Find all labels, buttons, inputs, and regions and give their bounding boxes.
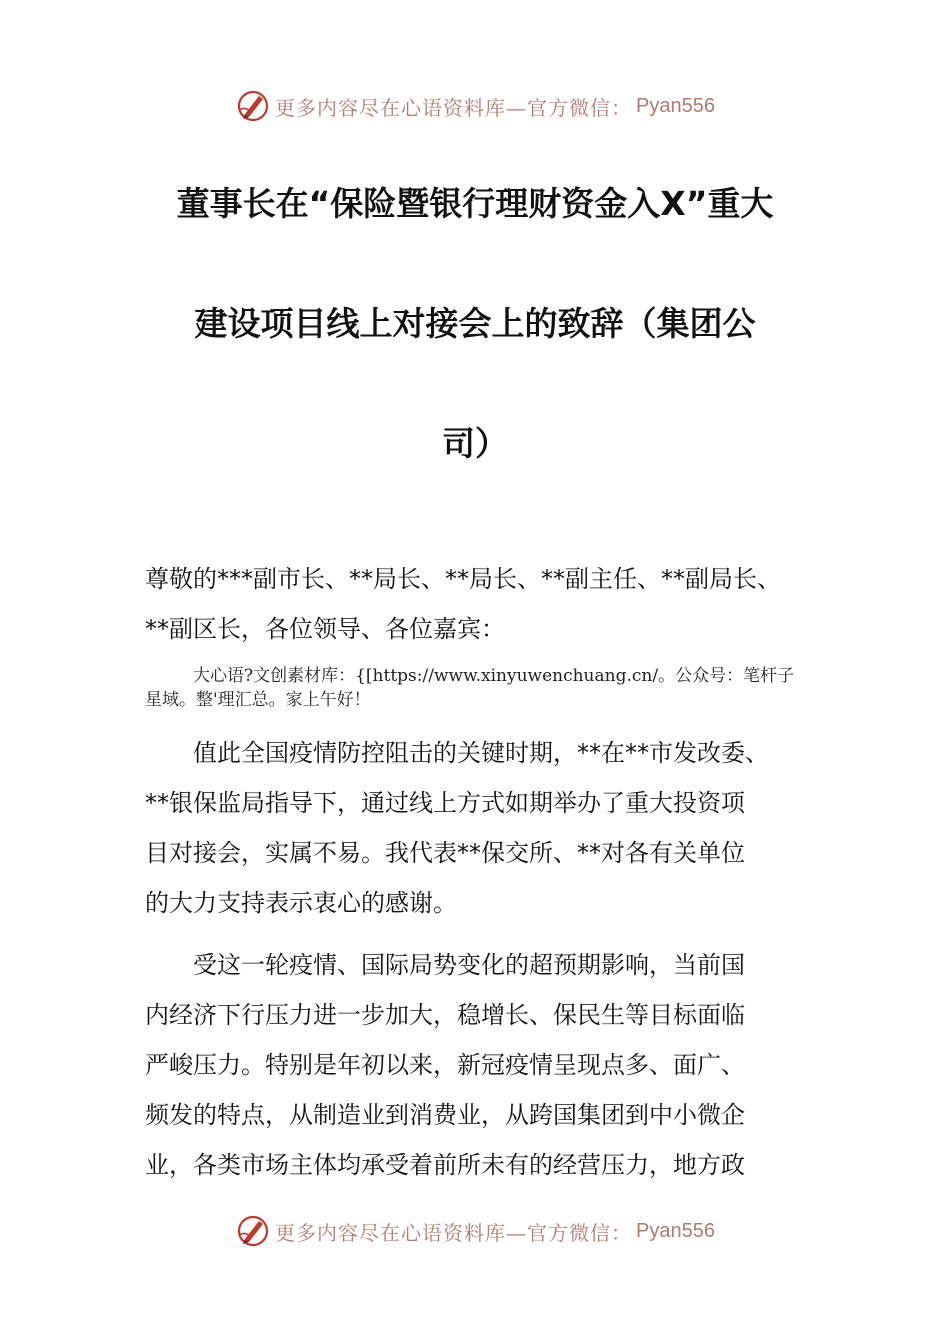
footer-banner bbox=[0, 1211, 950, 1251]
paragraph-line: 值此全国疫情防控阻击的关键时期，**在**市发改委、 bbox=[193, 739, 769, 767]
salutation-line: **副区长，各位领导、各位嘉宾： bbox=[145, 615, 505, 643]
header-banner bbox=[0, 86, 950, 126]
salutation-line: 尊敬的***副市长、**局长、**局长、**副主任、**副局长、 bbox=[145, 565, 781, 593]
paragraph-line: 内经济下行压力进一步加大，稳增长、保民生等目标面临 bbox=[145, 1001, 745, 1029]
banner-account: Pyan556 bbox=[636, 1219, 715, 1242]
paragraph-1 bbox=[145, 728, 830, 928]
inserted-note-line: 大心语?文创素材库：{[https://www.xinyuwenchuang.cn/。公众号：笔杆子 bbox=[193, 666, 795, 686]
salutation bbox=[145, 554, 830, 654]
paragraph-2 bbox=[145, 940, 830, 1190]
paragraph-line: 目对接会，实属不易。我代表**保交所、**对各有关单位 bbox=[145, 839, 745, 867]
paragraph-line: 严峻压力。特别是年初以来，新冠疫情呈现点多、面广、 bbox=[145, 1051, 745, 1079]
document-title-line-1: 董事长在“保险暨银行理财资金入X”重大 bbox=[176, 184, 774, 223]
paragraph-line: 的大力支持表示衷心的感谢。 bbox=[145, 889, 457, 917]
paragraph-line: 业，各类市场主体均承受着前所未有的经营压力，地方政 bbox=[145, 1151, 745, 1179]
banner-account: Pyan556 bbox=[636, 94, 715, 117]
paragraph-line: 受这一轮疫情、国际局势变化的超预期影响，当前国 bbox=[193, 951, 745, 979]
pen-logo-icon bbox=[235, 1213, 271, 1249]
paragraph-line: **银保监局指导下，通过线上方式如期举办了重大投资项 bbox=[145, 789, 745, 817]
banner-brand-text: 更多内容尽在心语资料库—官方微信： bbox=[275, 1220, 633, 1245]
document-title-line-3: 司） bbox=[442, 424, 508, 463]
paragraph-line: 频发的特点，从制造业到消费业，从跨国集团到中小微企 bbox=[145, 1101, 745, 1129]
inserted-note bbox=[145, 664, 835, 712]
document-title-line-2: 建设项目线上对接会上的致辞（集团公 bbox=[194, 304, 756, 343]
pen-logo-icon bbox=[235, 88, 271, 124]
inserted-note-line: 星域。整'理汇总。家上午好！ bbox=[145, 690, 371, 710]
banner-brand-text: 更多内容尽在心语资料库—官方微信： bbox=[275, 95, 633, 120]
